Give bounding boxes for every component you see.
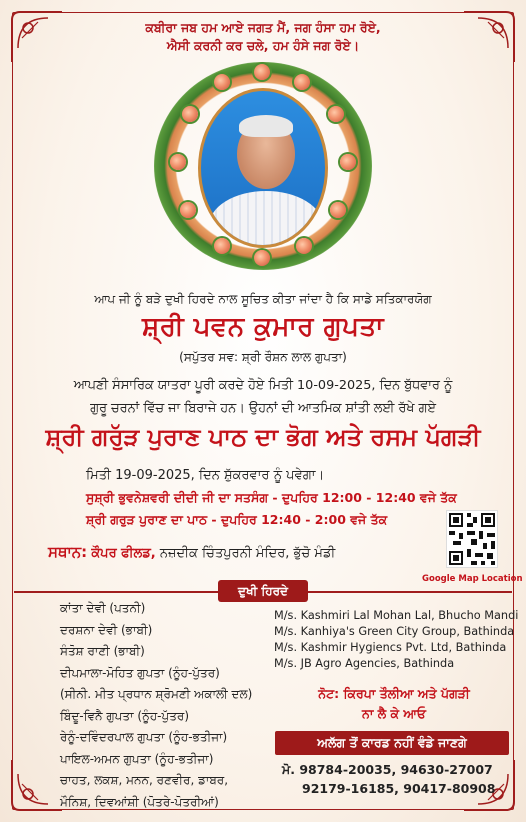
son-of-text: (ਸਪੁੱਤਰ ਸਵ: ਸ਼੍ਰੀ ਰੌਸ਼ਨ ਲਾਲ ਗੁਪਤਾ) [179,350,347,364]
list-item: ਮੌਨਿਸ਼, ਦਿਵਆਂਸ਼ੀ (ਪੋਤਰੇ-ਪੋਤਰੀਆਂ) [60,794,219,809]
list-item: ਦਰਸ਼ਨਾ ਦੇਵੀ (ਭਾਬੀ) [60,622,153,637]
phone-numbers-1: ਮੋ. 98784-20035, 94630-27007 [282,762,493,777]
schedule-path: ਸ਼੍ਰੀ ਗਰੁੜ ਪੁਰਾਣ ਦਾ ਪਾਠ - ਦੁਪਹਿਰ 12:40 - 2:00 ਵਜੇ ਤੱਕ [86,512,388,527]
passing-text-1: ਆਪਣੀ ਸੰਸਾਰਿਕ ਯਾਤਰਾ ਪੂਰੀ ਕਰਦੇ ਹੋਏ ਮਿਤੀ 10-09-2025, ਦਿਨ ਬੁੱਧਵਾਰ ਨੂੰ [73,378,453,393]
corner-ornament-icon [460,8,518,66]
verse-line-1: ਕਬੀਰਾ ਜਬ ਹਮ ਆਏ ਜਗਤ ਮੈਂ, ਜਗ ਹੰਸਾ ਹਮ ਰੋਏ, [145,20,381,35]
venue-label: ਸਥਾਨ: [48,543,88,561]
ceremony-title: ਸ਼੍ਰੀ ਗਰੁੱੜ ਪੁਰਾਣ ਪਾਠ ਦਾ ਭੋਗ ਅਤੇ ਰਸਮ ਪੱਗੜੀ [45,423,481,451]
firm-item: M/s. JB Agro Agencies, Bathinda [274,657,455,670]
list-item: ਕਾਂਤਾ ਦੇਵੀ (ਪਤਨੀ) [60,601,146,615]
verse-line-2: ਐਸੀ ਕਰਨੀ ਕਰ ਚਲੇ, ਹਮ ਹੰਸੇ ਜਗ ਰੋਏ। [166,38,360,53]
rose-icon [254,64,270,80]
firm-item: M/s. Kanhiya's Green City Group, Bathinda [274,625,515,638]
firm-list [274,608,519,672]
qr-code-icon[interactable] [446,510,498,568]
family-list [60,598,290,813]
list-item: ਬਿੰਦੂ-ਵਿਨੈ ਗੁਪਤਾ (ਨੂੰਹ-ਪੁੱਤਰ) [60,708,190,723]
corner-ornament-icon [8,756,66,814]
phone-numbers-2: 92179-16185, 90417-80908 [302,781,496,796]
rose-icon [180,202,196,218]
corner-ornament-icon [8,8,66,66]
note-line-1: ਨੋਟ: ਕਿਰਪਾ ਤੌਲੀਆ ਅਤੇ ਪੱਗੜੀ [318,686,470,701]
list-item: ਦੀਪਮਾਲਾ-ਮੋਹਿਤ ਗੁਪਤਾ (ਨੂੰਹ-ਪੁੱਤਰ) [60,665,220,680]
portrait-photo [198,88,328,248]
list-item: ਪਾਇਲ-ਅਮਨ ਗੁਪਤਾ (ਨੂੰਹ-ਭਤੀਜਾ) [60,751,214,766]
rose-icon [254,250,270,266]
schedule-satsang: ਸੁਸ਼੍ਰੀ ਭੁਵਨੇਸ਼ਵਰੀ ਦੀਦੀ ਜੀ ਦਾ ਸਤਸੰਗ - ਦੁਪਹਿਰ 12:00 - 12:40 ਵਜੇ ਤੱਕ [86,490,457,505]
rose-icon [214,74,230,90]
passing-text-2: ਗੁਰੂ ਚਰਨਾਂ ਵਿੱਚ ਜਾ ਬਿਰਾਜੇ ਹਨ। ਉਹਨਾਂ ਦੀ ਆਤਮਿਕ ਸ਼ਾਂਤੀ ਲਈ ਰੱਖੇ ਗਏ [90,401,436,416]
list-item: (ਸੀਨੀ. ਮੀਤ ਪ੍ਰਧਾਨ ਸ਼੍ਰੋਮਣੀ ਅਕਾਲੀ ਦਲ) [60,687,253,701]
rose-icon [340,154,356,170]
memorial-portrait [154,62,372,270]
no-card-banner: ਅਲੱਗ ਤੋਂ ਕਾਰਡ ਨਹੀਂ ਵੰਡੇ ਜਾਣਗੇ [275,731,509,755]
grieving-family-badge: ਦੁਖੀ ਹਿਰਦੇ [218,580,308,602]
rose-icon [182,106,198,122]
venue-line [48,543,335,561]
note-line-2: ਨਾ ਲੈ ਕੇ ਆਓ [362,706,426,721]
firm-item: M/s. Kashmir Hygiencs Pvt. Ltd, Bathinda [274,641,507,654]
venue-name: ਕੌਪਰ ਫੀਲਡ, [91,546,156,561]
intro-text: ਆਪ ਜੀ ਨੂੰ ਬੜੇ ਦੁਖੀ ਹਿਰਦੇ ਨਾਲ ਸੂਚਿਤ ਕੀਤਾ ਜਾਂਦਾ ਹੈ ਕਿ ਸਾਡੇ ਸਤਿਕਾਰਯੋਗ [94,292,432,306]
rose-icon [170,154,186,170]
list-item: ਚਾਹਤ, ਲਕਸ਼, ਮਨਨ, ਰਣਵੀਰ, ਡਾਬਰ, [60,773,229,787]
list-item: ਰੇਨੂੰ-ਦਵਿੰਦਰਪਾਲ ਗੁਪਤਾ (ਨੂੰਹ-ਭਤੀਜਾ) [60,730,228,744]
rose-icon [328,106,344,122]
venue-address: ਨਜ਼ਦੀਕ ਚਿੰਤਪੁਰਨੀ ਮੰਦਿਰ, ਭੁੱਚੋ ਮੰਡੀ [159,546,336,561]
deceased-name: ਸ਼੍ਰੀ ਪਵਨ ਕੁਮਾਰ ਗੁਪਤਾ [141,312,385,342]
firm-item: M/s. Kashmiri Lal Mohan Lal, Bhucho Mandi [274,609,519,622]
ceremony-date: ਮਿਤੀ 19-09-2025, ਦਿਨ ਸ਼ੁੱਕਰਵਾਰ ਨੂੰ ਪਵੇਗਾ। [86,468,325,483]
qr-label[interactable]: Google Map Location [422,574,523,584]
rose-icon [330,202,346,218]
rose-icon [294,74,310,90]
list-item: ਸੰਤੋਸ਼ ਰਾਣੀ (ਭਾਬੀ) [60,644,145,658]
